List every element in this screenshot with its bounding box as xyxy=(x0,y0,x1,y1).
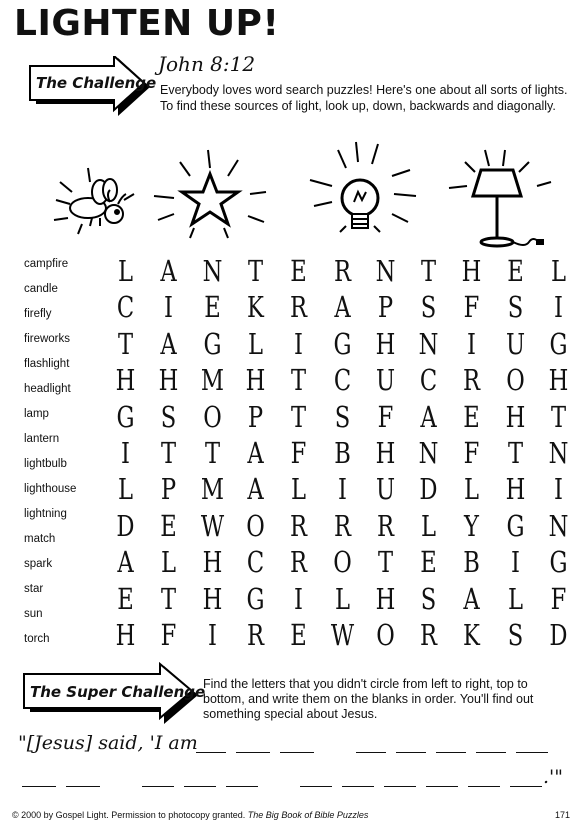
grid-letter[interactable]: F xyxy=(377,399,394,434)
grid-letter[interactable]: L xyxy=(464,472,480,507)
answer-blank[interactable] xyxy=(468,786,500,787)
grid-letter[interactable]: U xyxy=(505,326,525,361)
grid-letter[interactable]: S xyxy=(507,290,523,325)
grid-letter[interactable]: F xyxy=(464,290,480,325)
grid-letter[interactable]: I xyxy=(554,290,563,325)
footer xyxy=(12,810,368,820)
grid-letter[interactable]: I xyxy=(337,472,347,507)
answer-blank[interactable] xyxy=(226,786,258,787)
quote-end: .'" xyxy=(543,766,564,788)
grid-letter[interactable]: A xyxy=(420,399,437,434)
answer-blank[interactable] xyxy=(280,752,314,753)
answer-blank[interactable] xyxy=(356,752,386,753)
grid-letter[interactable]: T xyxy=(550,399,567,434)
grid-letter[interactable]: T xyxy=(421,254,437,288)
grid-letter[interactable]: T xyxy=(204,436,220,470)
grid-letter[interactable]: O xyxy=(332,545,352,580)
grid-letter[interactable]: K xyxy=(246,290,264,325)
grid-letter[interactable]: L xyxy=(507,581,523,616)
word-campfire: campfire xyxy=(24,258,69,270)
answer-blank[interactable] xyxy=(184,786,216,787)
grid-letter[interactable]: S xyxy=(507,618,523,652)
grid-letter[interactable]: Y xyxy=(464,508,480,543)
grid-letter[interactable]: T xyxy=(161,581,177,616)
grid-letter[interactable]: R xyxy=(420,618,438,652)
grid-letter[interactable]: N xyxy=(375,254,396,288)
grid-letter[interactable]: S xyxy=(420,290,437,325)
grid-letter[interactable]: H xyxy=(375,581,396,616)
grid-letter[interactable]: R xyxy=(290,290,308,325)
grid-letter[interactable]: H xyxy=(115,363,136,398)
lamp-icon xyxy=(445,148,555,254)
grid-letter[interactable]: F xyxy=(160,618,177,652)
grid-letter[interactable]: R xyxy=(246,618,264,652)
grid-letter[interactable]: R xyxy=(333,508,351,543)
grid-letter[interactable]: C xyxy=(116,290,135,325)
answer-blank[interactable] xyxy=(436,752,466,753)
grid-letter[interactable]: H xyxy=(548,363,569,398)
intro-text: Everybody loves word search puzzles! Here's one about all sorts of lights. To find these sources of light, look up, down, backwards and diagonally. xyxy=(160,83,568,113)
quote-start: "[Jesus] said, 'I am xyxy=(18,732,198,754)
grid-letter[interactable]: E xyxy=(160,508,178,543)
grid-letter[interactable]: K xyxy=(463,618,481,652)
grid-letter[interactable]: B xyxy=(333,436,351,470)
grid-letter[interactable]: E xyxy=(117,581,134,616)
grid-letter[interactable]: H xyxy=(505,399,526,434)
grid-letter[interactable]: E xyxy=(463,399,481,434)
grid-letter[interactable]: R xyxy=(376,508,394,543)
answer-blank[interactable] xyxy=(342,786,374,787)
grid-letter[interactable]: A xyxy=(160,326,177,361)
grid-letter[interactable]: A xyxy=(117,545,134,580)
grid-letter[interactable]: H xyxy=(202,545,222,580)
grid-letter[interactable]: E xyxy=(420,545,437,580)
word-lamp: lamp xyxy=(24,408,49,420)
grid-letter[interactable]: G xyxy=(549,545,568,580)
word-spark: spark xyxy=(24,558,53,570)
grid-letter[interactable]: T xyxy=(291,399,307,434)
grid-letter[interactable]: N xyxy=(548,436,569,470)
grid-letter[interactable]: G xyxy=(116,399,135,434)
grid-letter[interactable]: H xyxy=(505,472,526,507)
grid-letter[interactable]: G xyxy=(203,326,222,361)
answer-blank[interactable] xyxy=(510,786,542,787)
grid-letter[interactable]: P xyxy=(161,472,177,507)
grid-letter[interactable]: H xyxy=(245,363,266,398)
super-challenge-arrow xyxy=(16,662,206,726)
answer-blank[interactable] xyxy=(476,752,506,753)
grid-letter[interactable]: R xyxy=(463,363,481,398)
challenge-arrow xyxy=(22,56,157,118)
grid-letter[interactable]: S xyxy=(161,399,177,434)
grid-letter[interactable]: F xyxy=(550,581,567,616)
grid-letter[interactable]: C xyxy=(246,545,265,580)
grid-letter[interactable]: D xyxy=(116,508,135,543)
word-torch: torch xyxy=(24,633,50,645)
page-number: 171 xyxy=(555,810,571,820)
grid-letter[interactable]: L xyxy=(334,581,350,616)
grid-letter[interactable]: L xyxy=(550,254,567,288)
answer-blank[interactable] xyxy=(426,786,458,787)
grid-letter[interactable]: P xyxy=(247,399,263,434)
grid-letter[interactable]: E xyxy=(290,254,307,288)
grid-letter[interactable]: L xyxy=(291,472,307,507)
grid-letter[interactable]: R xyxy=(333,254,351,288)
grid-letter[interactable]: S xyxy=(334,399,350,434)
grid-letter[interactable]: A xyxy=(333,290,351,325)
grid-letter[interactable]: H xyxy=(115,618,136,652)
grid-letter[interactable]: E xyxy=(506,254,524,288)
grid-letter[interactable]: T xyxy=(117,326,134,361)
grid-letter[interactable]: H xyxy=(158,363,179,398)
grid-letter[interactable]: I xyxy=(207,618,217,652)
grid-letter[interactable]: H xyxy=(375,326,396,361)
grid-letter[interactable]: H xyxy=(202,581,222,616)
grid-letter[interactable]: E xyxy=(203,290,221,325)
grid-letter[interactable]: T xyxy=(247,254,263,288)
grid-letter[interactable]: H xyxy=(462,254,482,288)
lightbulb-icon xyxy=(300,140,420,252)
challenge-label: The Challenge xyxy=(36,74,157,92)
answer-blank[interactable] xyxy=(300,786,332,787)
answer-blank[interactable] xyxy=(396,752,426,753)
word-firefly: firefly xyxy=(24,308,52,320)
grid-letter[interactable]: G xyxy=(549,326,568,361)
super-challenge-text: Find the letters that you didn't circle from left to right, top to bottom, and write them on the blanks in order. You'll find out something special about Jesus. xyxy=(203,677,534,721)
word-star: star xyxy=(24,583,44,595)
grid-letter[interactable]: P xyxy=(377,290,393,325)
grid-letter[interactable]: I xyxy=(554,472,563,507)
grid-letter[interactable]: W xyxy=(330,618,354,652)
grid-letter[interactable]: C xyxy=(333,363,351,398)
grid-letter[interactable]: R xyxy=(290,545,308,580)
grid-letter[interactable]: A xyxy=(463,581,481,616)
word-flashlight: flashlight xyxy=(24,358,70,370)
grid-letter[interactable]: G xyxy=(246,581,265,616)
grid-letter[interactable]: W xyxy=(200,508,224,543)
word-lightning: lightning xyxy=(24,508,67,520)
grid-letter[interactable]: O xyxy=(376,618,395,652)
grid-letter[interactable]: M xyxy=(200,363,224,398)
grid-letter[interactable]: A xyxy=(247,436,264,470)
grid-letter[interactable]: I xyxy=(121,436,130,470)
grid-letter[interactable]: R xyxy=(290,508,308,543)
word-sun: sun xyxy=(24,608,43,620)
grid-letter[interactable]: O xyxy=(202,399,222,434)
grid-letter[interactable]: D xyxy=(549,618,568,652)
grid-letter[interactable]: A xyxy=(160,254,177,288)
grid-letter[interactable]: L xyxy=(161,545,177,580)
grid-letter[interactable]: A xyxy=(247,472,264,507)
grid-letter[interactable]: I xyxy=(510,545,520,580)
word-fireworks: fireworks xyxy=(24,333,71,345)
answer-blank[interactable] xyxy=(236,752,270,753)
grid-letter[interactable]: C xyxy=(419,363,438,398)
grid-letter[interactable]: N xyxy=(418,326,439,361)
grid-letter[interactable]: M xyxy=(200,472,224,507)
grid-letter[interactable]: D xyxy=(419,472,438,507)
grid-letter[interactable]: B xyxy=(463,545,481,580)
grid-letter[interactable]: E xyxy=(290,618,307,652)
grid-letter[interactable]: I xyxy=(164,290,174,325)
grid-letter[interactable]: T xyxy=(377,545,393,580)
grid-letter[interactable]: I xyxy=(467,326,477,361)
grid-letter[interactable]: U xyxy=(375,472,395,507)
page-title: LIGHTEN UP! xyxy=(14,3,280,44)
firefly-icon xyxy=(48,160,148,250)
footer-book-title: The Big Book of Bible Puzzles xyxy=(247,810,369,820)
grid-letter[interactable]: N xyxy=(548,508,569,543)
grid-letter[interactable]: G xyxy=(332,326,352,361)
grid-letter[interactable]: O xyxy=(505,363,525,398)
grid-letter[interactable]: F xyxy=(464,436,480,470)
answer-blank[interactable] xyxy=(66,786,100,787)
grid-letter[interactable]: O xyxy=(246,508,265,543)
answer-blank[interactable] xyxy=(384,786,416,787)
grid-letter[interactable]: I xyxy=(294,326,304,361)
grid-letter[interactable]: N xyxy=(418,436,439,470)
grid-letter[interactable]: F xyxy=(290,436,307,470)
grid-letter[interactable]: T xyxy=(161,436,177,470)
answer-blank[interactable] xyxy=(196,752,226,753)
word-candle: candle xyxy=(24,283,58,295)
answer-blank[interactable] xyxy=(22,786,56,787)
scripture-reference: John 8:12 xyxy=(158,52,256,76)
answer-blank[interactable] xyxy=(516,752,548,753)
grid-letter[interactable]: S xyxy=(420,581,437,616)
grid-letter[interactable]: L xyxy=(117,472,134,507)
word-headlight: headlight xyxy=(24,383,71,395)
footer-copyright: © 2000 by Gospel Light. Permission to photocopy granted. xyxy=(12,810,246,820)
grid-letter[interactable]: T xyxy=(291,363,307,398)
grid-letter[interactable]: I xyxy=(294,581,304,616)
grid-letter[interactable]: T xyxy=(507,436,523,470)
word-match: match xyxy=(24,533,56,545)
word-lighthouse: lighthouse xyxy=(24,483,77,495)
word-search-grid xyxy=(104,254,569,654)
grid-letter[interactable]: L xyxy=(421,508,437,543)
word-lantern: lantern xyxy=(24,433,60,445)
star-icon xyxy=(150,148,270,248)
grid-letter[interactable]: U xyxy=(375,363,395,398)
grid-letter[interactable]: L xyxy=(117,254,134,288)
grid-letter[interactable]: L xyxy=(247,326,263,361)
super-challenge-label: The Super Challenge xyxy=(30,683,206,701)
grid-letter[interactable]: N xyxy=(202,254,222,288)
grid-letter[interactable]: G xyxy=(506,508,525,543)
word-lightbulb: lightbulb xyxy=(24,458,67,470)
grid-letter[interactable]: H xyxy=(375,436,396,470)
answer-blank[interactable] xyxy=(142,786,174,787)
